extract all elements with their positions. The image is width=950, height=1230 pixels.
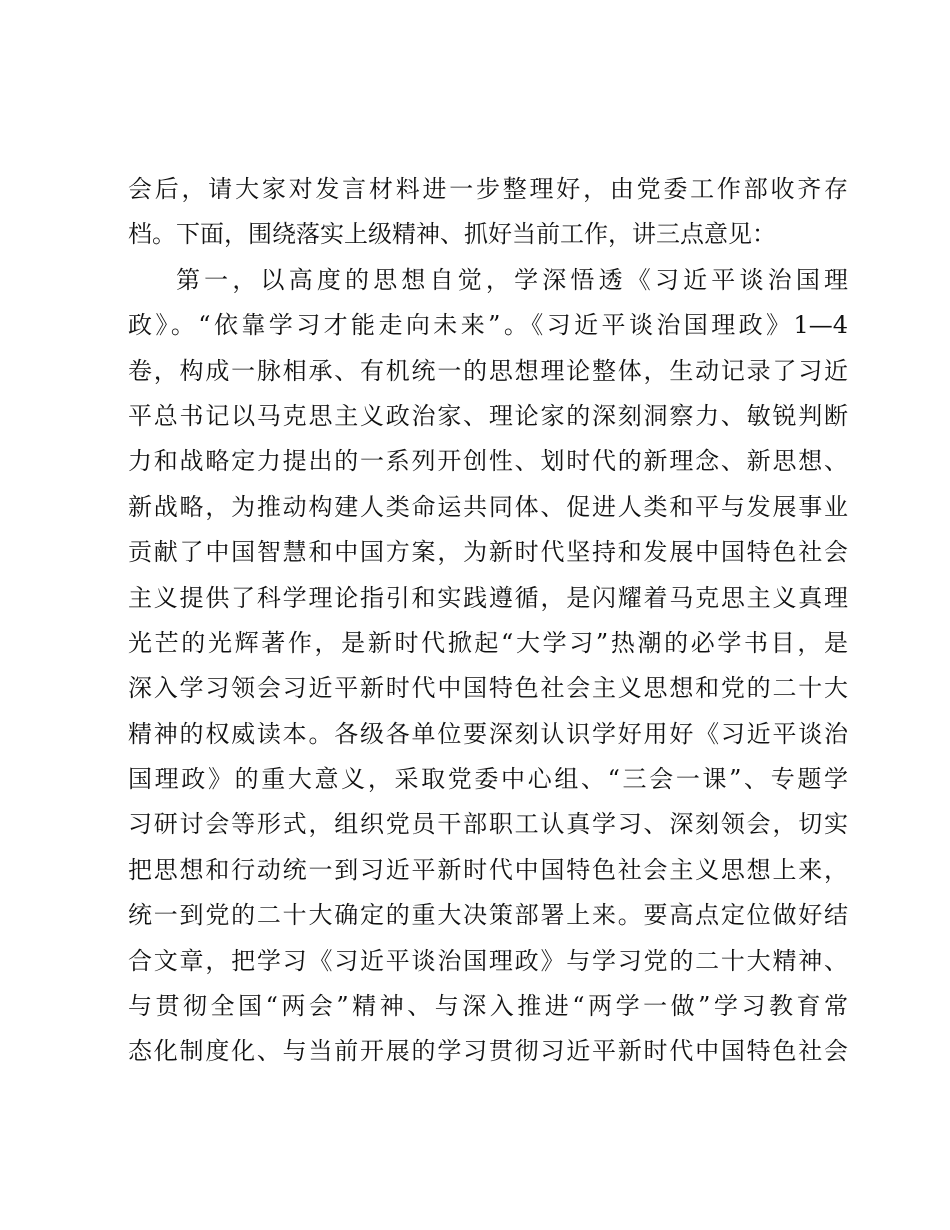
text-line: 国理政》的重大意义，采取党委中心组、“三会一课”、专题学 [128, 765, 848, 794]
text-line: 力和战略定力提出的一系列开创性、划时代的新理念、新思想、 [128, 447, 848, 476]
body-text [128, 167, 848, 1075]
text-line: 主义提供了科学理论指引和实践遵循，是闪耀着马克思主义真理 [128, 583, 848, 612]
text-line: 平总书记以马克思主义政治家、理论家的深刻洞察力、敏锐判断 [128, 401, 848, 430]
text-line: 与贯彻全国“两会”精神、与深入推进“两学一做”学习教育常 [128, 992, 848, 1021]
text-line: 深入学习领会习近平新时代中国特色社会主义思想和党的二十大 [128, 674, 848, 703]
text-line: 会后，请大家对发言材料进一步整理好，由党委工作部收齐存 [128, 175, 848, 203]
text-line: 统一到党的二十大确定的重大决策部署上来。要高点定位做好结 [128, 901, 848, 930]
text-line: 态化制度化、与当前开展的学习贯彻习近平新时代中国特色社会 [128, 1037, 848, 1066]
text-line: 贡献了中国智慧和中国方案，为新时代坚持和发展中国特色社会 [128, 538, 848, 567]
text-line: 把思想和行动统一到习近平新时代中国特色社会主义思想上来， [128, 855, 848, 884]
text-line: 卷，构成一脉相承、有机统一的思想理论整体，生动记录了习近 [128, 356, 848, 385]
paragraph-first-line: 第一，以高度的思想自觉，学深悟透《习近平谈治国理 [176, 265, 848, 294]
text-line: 光芒的光辉著作，是新时代掀起“大学习”热潮的必学书目，是 [128, 628, 848, 657]
text-line: 合文章，把学习《习近平谈治国理政》与学习党的二十大精神、 [128, 946, 848, 975]
text-line: 新战略，为推动构建人类命运共同体、促进人类和平与发展事业 [128, 492, 848, 521]
text-line: 档。下面，围绕落实上级精神、抓好当前工作，讲三点意见： [128, 220, 776, 249]
text-line: 精神的权威读本。各级各单位要深刻认识学好用好《习近平谈治 [128, 719, 848, 748]
text-line: 政》。“依靠学习才能走向未来”。《习近平谈治国理政》1—4 [128, 311, 848, 340]
text-line: 习研讨会等形式，组织党员干部职工认真学习、深刻领会，切实 [128, 810, 848, 839]
